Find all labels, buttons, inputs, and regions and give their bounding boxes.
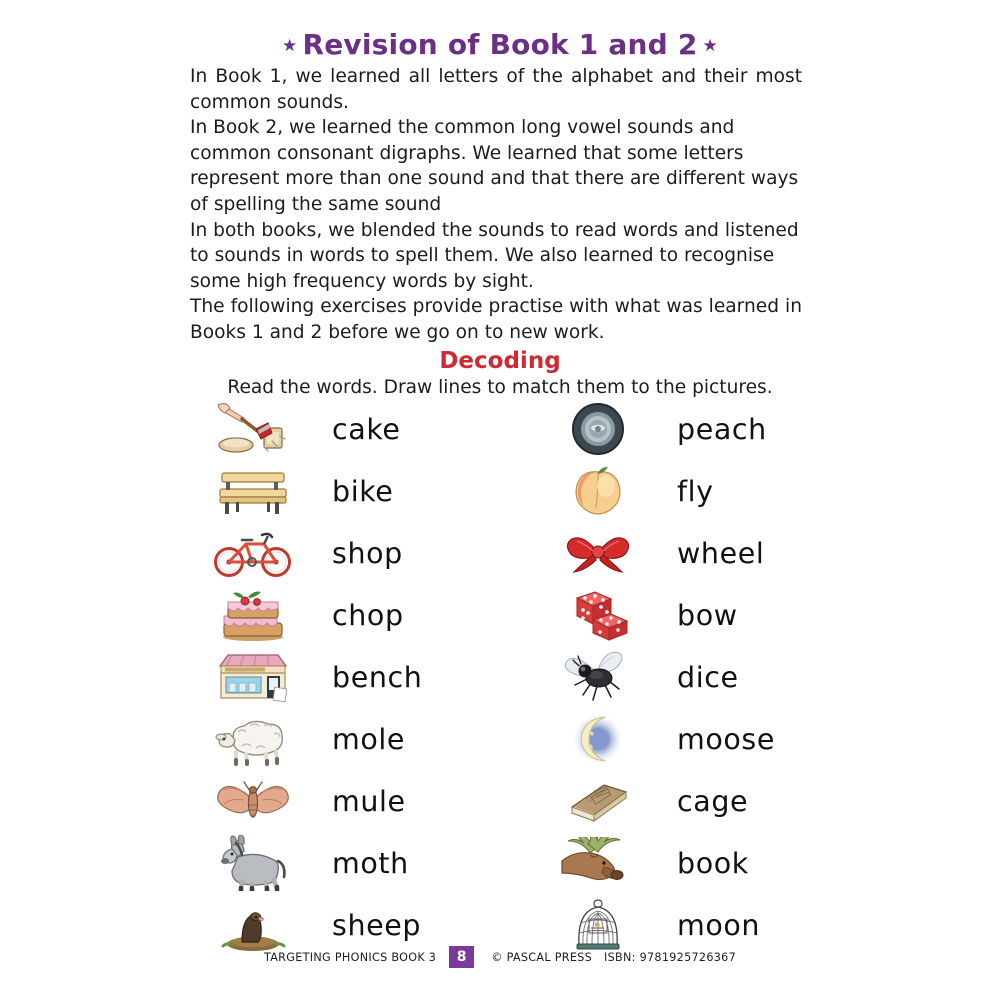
- word-label: cake: [332, 412, 401, 446]
- word-label: moon: [677, 908, 761, 942]
- dice-icon: [555, 586, 641, 644]
- list-item[interactable]: [210, 460, 540, 522]
- word-label: book: [677, 846, 749, 880]
- word-label: dice: [677, 660, 739, 694]
- word-label: mule: [332, 784, 406, 818]
- list-item[interactable]: [555, 522, 885, 584]
- word-label: bike: [332, 474, 394, 508]
- footer-book-title: TARGETING PHONICS BOOK 3: [263, 950, 437, 964]
- intro-paragraph-2: In Book 2, we learned the common long vowel sounds and common consonant digraphs. We learned that some letters represent more than one sound and that there are different ways of spelling the same sound: [190, 117, 799, 215]
- word-label: fly: [677, 474, 714, 508]
- left-column: [210, 398, 540, 956]
- bicycle-icon: [210, 524, 296, 582]
- moth-icon: [210, 772, 296, 830]
- section-heading-decoding: Decoding: [439, 348, 561, 374]
- intro-paragraph-1: In Book 1, we learned all letters of the alphabet and their most common sounds.: [190, 66, 802, 113]
- chopping-wood-axe-icon: [210, 400, 296, 458]
- moose-icon: [555, 834, 641, 892]
- page-title-text: Revision of Book 1 and 2: [302, 28, 698, 61]
- list-item[interactable]: [210, 708, 540, 770]
- list-item[interactable]: [210, 522, 540, 584]
- bench-icon: [210, 462, 296, 520]
- word-label: moose: [677, 722, 776, 756]
- star-right-icon: ★: [702, 36, 718, 56]
- list-item[interactable]: [210, 832, 540, 894]
- word-label: peach: [677, 412, 767, 446]
- right-column: [555, 398, 885, 956]
- cake-icon: [210, 586, 296, 644]
- word-label: bench: [332, 660, 423, 694]
- word-label: wheel: [677, 536, 765, 570]
- wheel-tyre-icon: [555, 400, 641, 458]
- fly-icon: [555, 648, 641, 706]
- list-item[interactable]: [210, 584, 540, 646]
- word-label: shop: [332, 536, 403, 570]
- word-label: bow: [677, 598, 738, 632]
- word-label: sheep: [332, 908, 422, 942]
- matching-exercise: [0, 398, 1000, 943]
- page-number-badge: 8: [449, 946, 474, 968]
- moon-icon: [555, 710, 641, 768]
- section-instruction: Read the words. Draw lines to match them to the pictures.: [227, 377, 773, 398]
- word-label: moth: [332, 846, 409, 880]
- book-icon: [555, 772, 641, 830]
- list-item[interactable]: [210, 770, 540, 832]
- peach-icon: [555, 462, 641, 520]
- word-label: mole: [332, 722, 406, 756]
- intro-paragraph-4: The following exercises provide practise with what was learned in Books 1 and 2 before we go on to new work.: [190, 296, 802, 343]
- intro-paragraph-3: In both books, we blended the sounds to read words and listened to sounds in words to spell them. We also learned to recognise some high frequency words by sight.: [190, 219, 799, 292]
- list-item[interactable]: [210, 398, 540, 460]
- sheep-icon: [210, 710, 296, 768]
- page-footer: [0, 946, 1000, 968]
- list-item[interactable]: [555, 584, 885, 646]
- list-item[interactable]: [555, 708, 885, 770]
- list-item[interactable]: [555, 832, 885, 894]
- list-item[interactable]: [555, 770, 885, 832]
- star-left-icon: ★: [282, 36, 298, 56]
- word-label: chop: [332, 598, 404, 632]
- footer-publisher: © PASCAL PRESS: [491, 950, 593, 964]
- list-item[interactable]: [555, 646, 885, 708]
- intro-text-block: [190, 64, 802, 346]
- shop-icon: [210, 648, 296, 706]
- bow-ribbon-icon: [555, 524, 641, 582]
- list-item[interactable]: [210, 646, 540, 708]
- word-label: cage: [677, 784, 749, 818]
- page-title: [190, 28, 810, 61]
- list-item[interactable]: [555, 398, 885, 460]
- mule-donkey-icon: [210, 834, 296, 892]
- list-item[interactable]: [555, 460, 885, 522]
- footer-isbn: ISBN: 9781925726367: [604, 950, 737, 964]
